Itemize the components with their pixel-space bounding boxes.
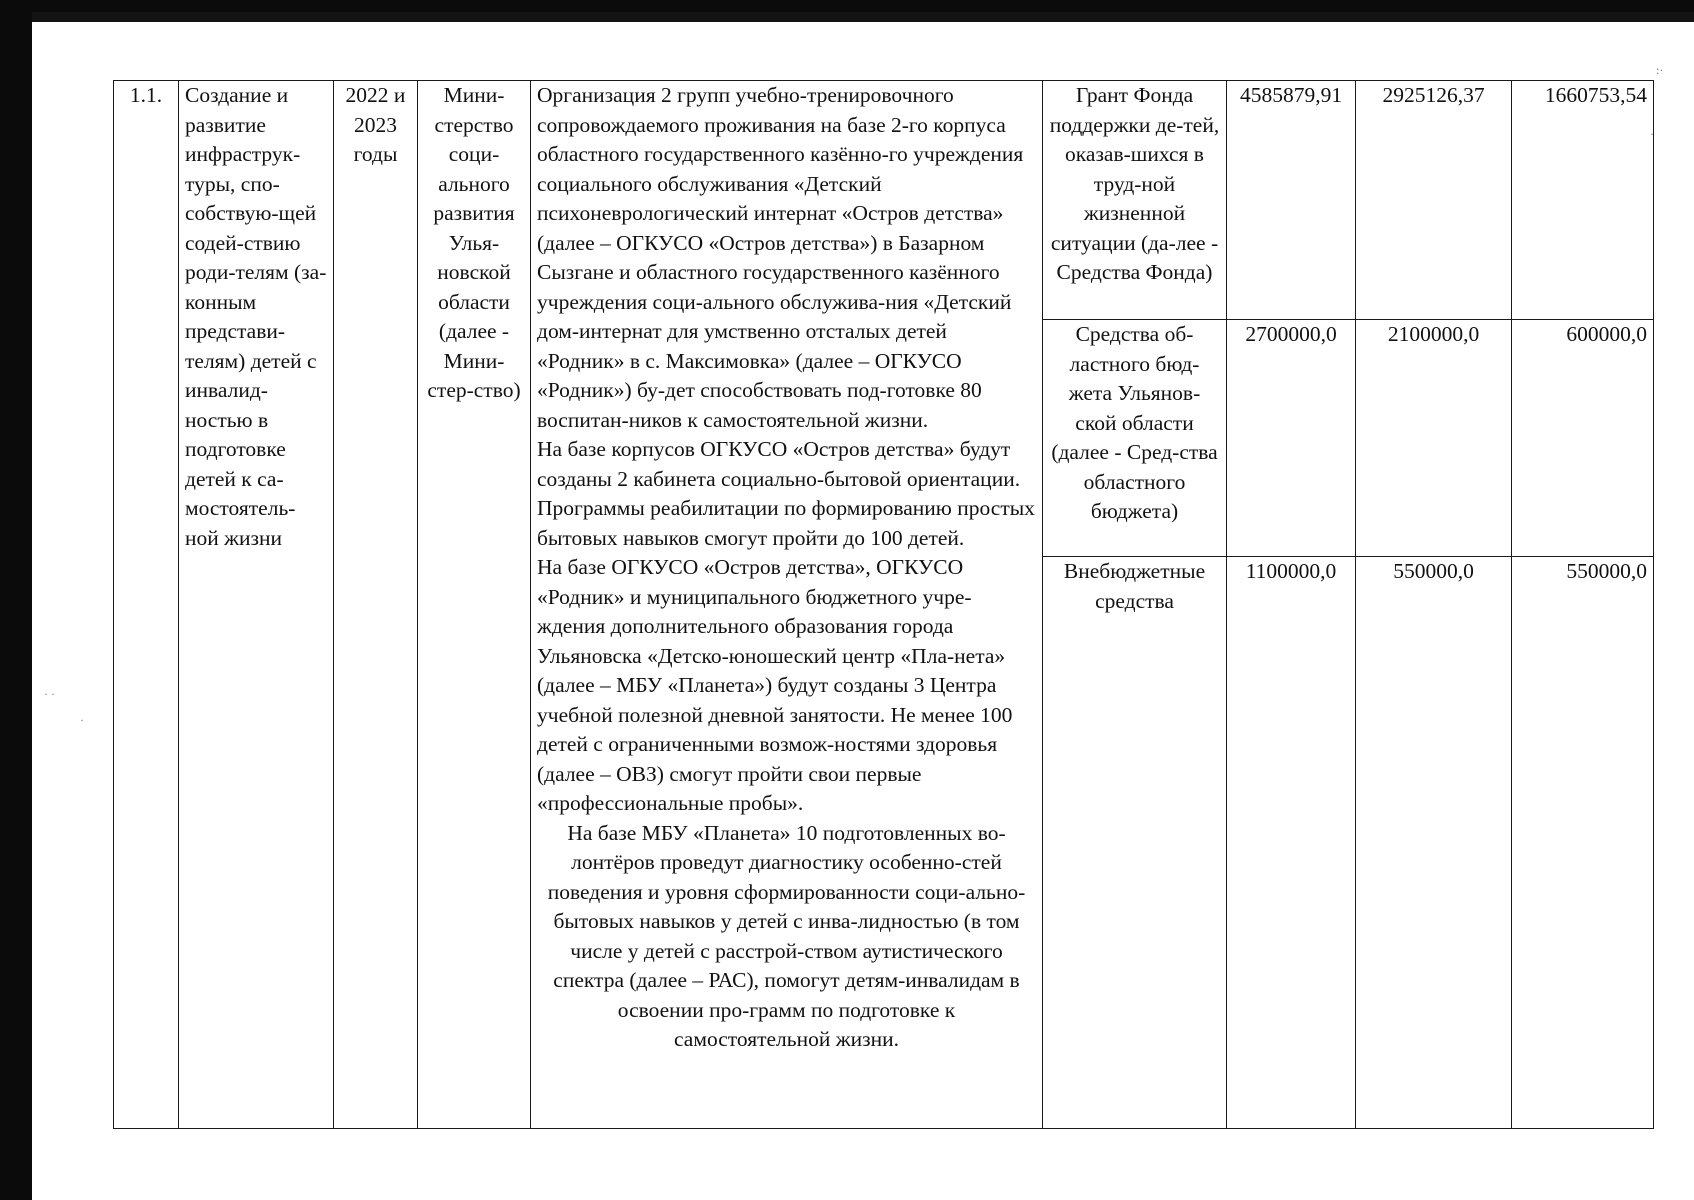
funding-2023: 550000,0 bbox=[1512, 557, 1654, 1129]
scan-speck: :· bbox=[1656, 63, 1664, 77]
funding-2023: 600000,0 bbox=[1512, 320, 1654, 557]
funding-total: 2700000,0 bbox=[1227, 320, 1356, 557]
responsible-executor: Мини-стерство соци-ального развития Улья-новской области (далее - Мини-стер-ство) bbox=[418, 81, 531, 1129]
funding-source: Грант Фонда поддержки де-тей, оказав-шихся в труд-ной жизненной ситуации (да-лее - Средства Фонда) bbox=[1043, 81, 1227, 320]
row-number: 1.1. bbox=[114, 81, 179, 1129]
funding-total: 1100000,0 bbox=[1227, 557, 1356, 1129]
description-paragraph: На базе МБУ «Планета» 10 подготовленных во-лонтёров проведут диагностику особенно-стей поведения и уровня сформированности соци-ально-бытовых навыков у детей с инва-лидностью (в том числе у детей с расстрой-ством аутистического спектра (далее – РАС), помогут детям-инвалидам в освоении про-грамм по подготовке к самостоятельной жизни. bbox=[547, 820, 1026, 1051]
activity-name: Создание и развитие инфраструк-туры, спо-собствую-щей содей-ствию роди-телям (за-конным представи-телям) детей с инвалид-ностью в подготовке детей к са-мостоятель-ной жизни bbox=[179, 81, 334, 1129]
funding-2023: 1660753,54 bbox=[1512, 81, 1654, 320]
funding-source: Средства об-ластного бюд-жета Ульянов-ской области (далее - Сред-ства областного бюджета) bbox=[1043, 320, 1227, 557]
scan-speck: · bbox=[1650, 127, 1654, 141]
implementation-period: 2022 и 2023 годы bbox=[334, 81, 418, 1129]
description-paragraph: На базе корпусов ОГКУСО «Остров детства» будут созданы 2 кабинета социально-бытовой ориентации. Программы реабилитации по формированию простых бытовых навыков смогут пройти до 100 детей. bbox=[537, 437, 1035, 550]
program-activities-table bbox=[113, 80, 1654, 1129]
funding-2022: 2100000,0 bbox=[1356, 320, 1512, 557]
activity-description bbox=[531, 81, 1043, 1129]
scan-border-top bbox=[0, 0, 1694, 12]
table-row bbox=[114, 81, 1654, 320]
scan-border-top-inner bbox=[32, 12, 1694, 22]
funding-source: Внебюджетные средства bbox=[1043, 557, 1227, 1129]
scan-speck: · bbox=[80, 713, 84, 727]
funding-total: 4585879,91 bbox=[1227, 81, 1356, 320]
description-paragraph: На базе ОГКУСО «Остров детства», ОГКУСО «Родник» и муниципального бюджетного учре-ждения дополнительного образования города Ульяновска «Детско-юношеский центр «Пла-нета» (далее – МБУ «Планета») будут созданы 3 Центра учебной полезной дневной занятости. Не менее 100 детей с ограниченными возмож-ностями здоровья (далее – ОВЗ) смогут пройти свои первые «профессиональные пробы». bbox=[537, 555, 1013, 815]
funding-2022: 550000,0 bbox=[1356, 557, 1512, 1129]
scan-border-left bbox=[0, 0, 32, 1200]
funding-2022: 2925126,37 bbox=[1356, 81, 1512, 320]
scan-speck: · · bbox=[44, 687, 55, 701]
description-paragraph: Организация 2 групп учебно-тренировочного сопровождаемого проживания на базе 2-го корпуса областного государственного казённо-го учреждения социального обслуживания «Детский психоневрологический интернат «Остров детства» (далее – ОГКУСО «Остров детства») в Базарном Сызгане и областного государственного казённого учреждения соци-ального обслужива-ния «Детский дом-интернат для умственно отсталых детей «Родник» в с. Максимовка» (далее – ОГКУСО «Родник») бу-дет способствовать под-готовке 80 воспитан-ников к самостоятельной жизни. bbox=[537, 83, 1024, 432]
